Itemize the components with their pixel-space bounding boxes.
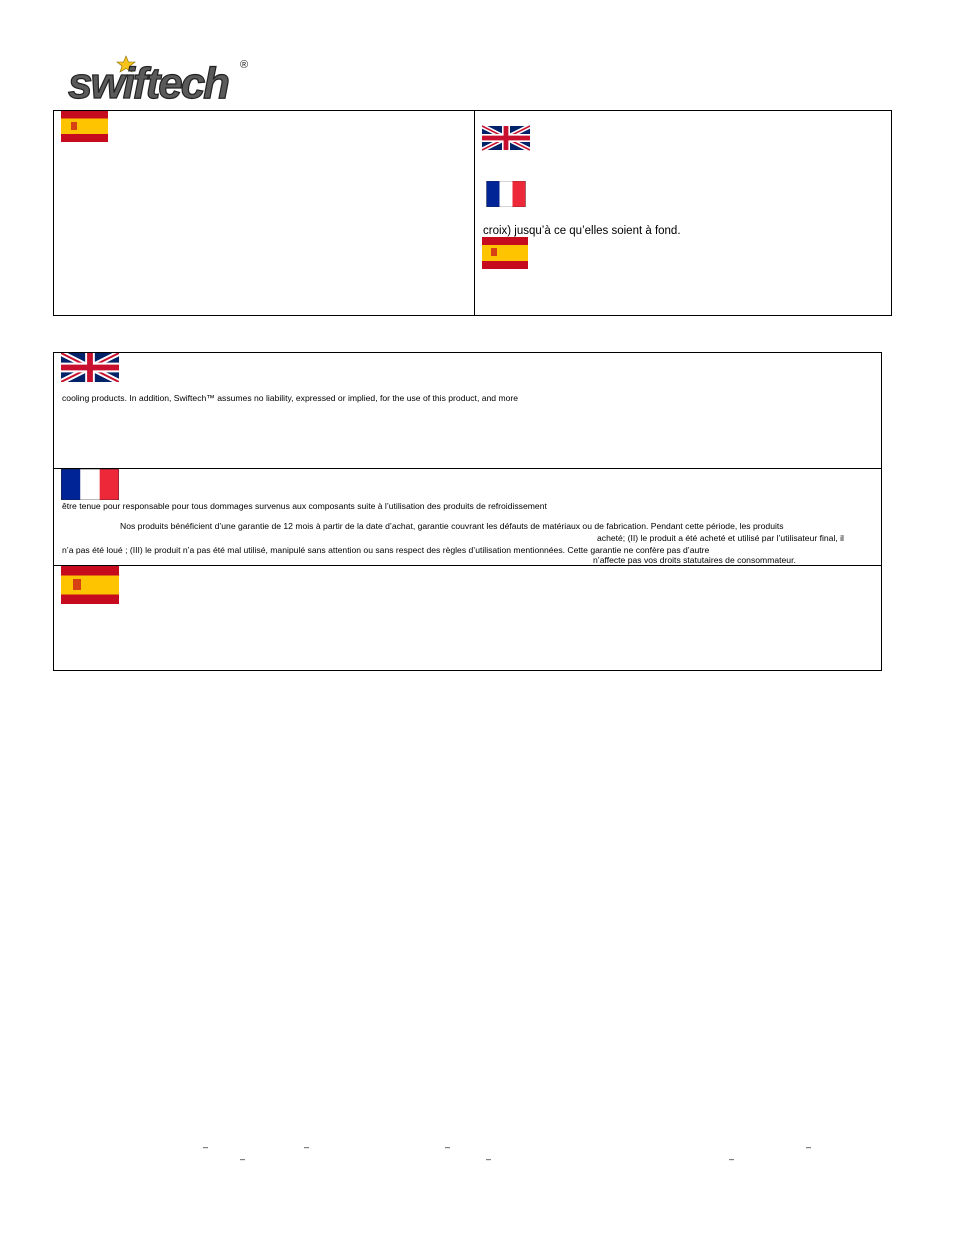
footer-dash: – [806, 1142, 812, 1152]
swiftech-logo [66, 54, 252, 104]
warranty-french-line-2: Nos produits bénéficient d’une garantie de 12 mois à partir de la date d’achat, garantie couvrant les défauts de matériaux ou de fabrication. Pendant cette période, les produits [120, 521, 784, 531]
footer-dash: – [445, 1142, 451, 1152]
spain-flag-icon [61, 111, 108, 142]
footer-dash: – [304, 1142, 310, 1152]
spain-flag-icon [482, 237, 528, 269]
warranty-row-divider-2 [53, 565, 882, 566]
uk-flag-icon [61, 353, 119, 382]
warranty-french-line-3: acheté; (II) le produit a été acheté et utilisé par l’utilisateur final, il [597, 533, 844, 543]
top-table-divider [474, 110, 475, 316]
footer-dash: – [729, 1154, 735, 1164]
france-flag-icon [61, 469, 119, 500]
france-flag-icon [482, 181, 530, 207]
spain-flag-icon [61, 566, 119, 604]
footer-dash: – [486, 1154, 492, 1164]
uk-flag-icon [482, 125, 530, 151]
logo-wordmark: swiftech [68, 59, 229, 104]
footer-dash: – [203, 1142, 209, 1152]
warranty-french-line-4: n’a pas été loué ; (III) le produit n’a pas été mal utilisé, manipulé sans attention ou sans respect des règles d’utilisation mentionnées. Cette garantie ne confère pas d’autre [62, 545, 710, 555]
top-table [53, 110, 892, 316]
warranty-french-line-5: n’affecte pas vos droits statutaires de consommateur. [593, 555, 796, 565]
warranty-english-text: cooling products. In addition, Swiftech™ assumes no liability, expressed or implied, for the use of this product, and more [62, 393, 519, 403]
warranty-french-line-1: être tenue pour responsable pour tous dommages survenus aux composants suite à l’utilisation des produits de refroidissement [62, 501, 547, 511]
logo-registered-mark: ® [240, 59, 249, 71]
footer-dash: – [240, 1154, 246, 1164]
warranty-row-divider-1 [53, 468, 882, 469]
top-right-french-text: croix) jusqu’à ce qu’elles soient à fond. [483, 225, 681, 237]
